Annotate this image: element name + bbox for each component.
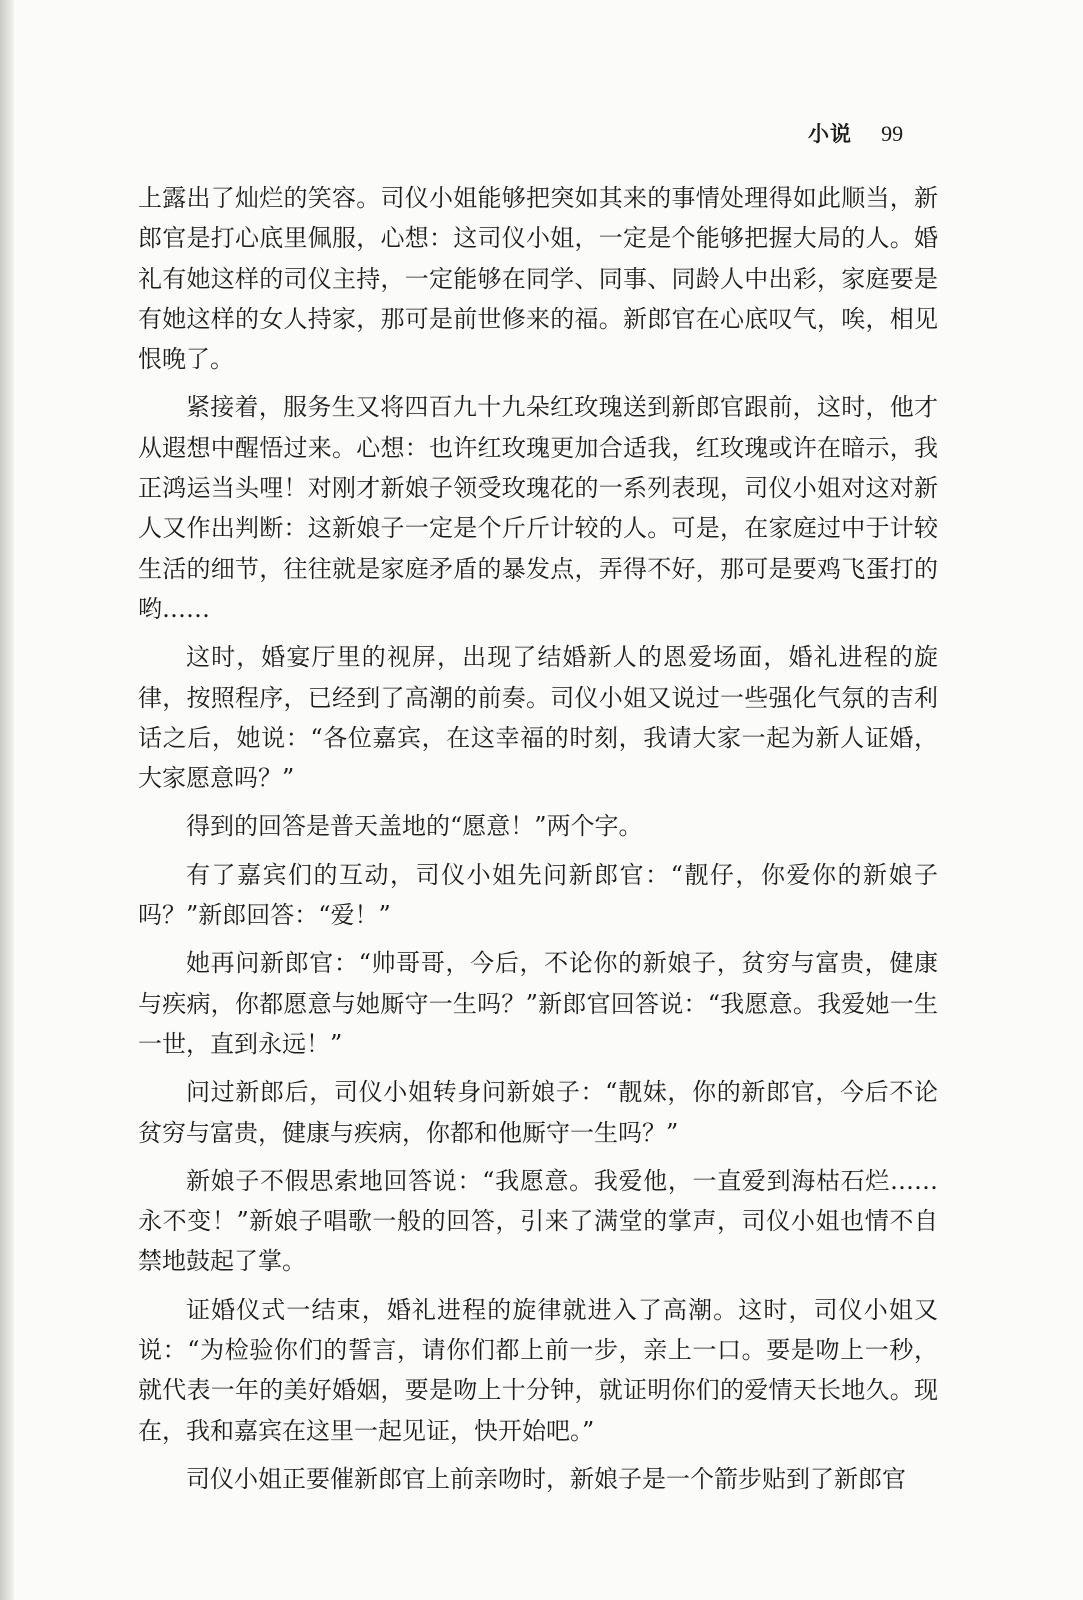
running-header — [808, 118, 1008, 154]
paragraph: 证婚仪式一结束，婚礼进程的旋律就进入了高潮。这时，司仪小姐又说：“为检验你们的誓言，请你们都上前一步，亲上一口。要是吻上一秒，就代表一年的美好婚姻，要是吻上十分钟，就证明你们的爱情天长地久。现在，我和嘉宾在这里一起见证，快开始吧。” — [138, 1295, 938, 1445]
paragraph: 她再问新郎官：“帅哥哥，今后，不论你的新娘子，贫穷与富贵，健康与疾病，你都愿意与她厮守一生吗？”新郎官回答说：“我愿意。我爱她一生一世，直到永远！” — [138, 949, 938, 1058]
paragraph: 问过新郎后，司仪小姐转身问新娘子：“靓妹，你的新郎官，今后不论贫穷与富贵，健康与疾病，你都和他厮守一生吗？” — [138, 1078, 938, 1147]
section-title: 小说 — [808, 122, 852, 146]
paragraph: 有了嘉宾们的互动，司仪小姐先问新郎官：“靓仔，你爱你的新娘子吗？”新郎回答：“爱！” — [138, 860, 938, 930]
paragraph: 上露出了灿烂的笑容。司仪小姐能够把突如其来的事情处理得如此顺当，新郎官是打心底里佩服，心想：这司仪小姐，一定是个能够把握大局的人。婚礼有她这样的司仪主持，一定能够在同学、同事、同龄人中出彩，家庭要是有她这样的女人持家，那可是前世修来的福。新郎官在心底叹气，唉，相见恨晚了。 — [138, 184, 938, 374]
body-text — [138, 178, 938, 1507]
page-number: 99 — [881, 121, 904, 146]
paragraph: 紧接着，服务生又将四百九十九朵红玫瑰送到新郎官跟前，这时，他才从遐想中醒悟过来。心想：也许红玫瑰更加合适我，红玫瑰或许在暗示，我正鸿运当头哩！对刚才新娘子领受玫瑰花的一系列表现，司仪小姐对这对新人又作出判断：这新娘子一定是个斤斤计较的人。可是，在家庭过中于计较生活的细节，往往就是家庭矛盾的暴发点，弄得不好，那可是要鸡飞蛋打的哟…… — [138, 393, 938, 623]
paragraph: 这时，婚宴厅里的视屏，出现了结婚新人的恩爱场面，婚礼进程的旋律，按照程序，已经到了高潮的前奏。司仪小姐又说过一些强化气氛的吉利话之后，她说：“各位嘉宾，在这幸福的时刻，我请大家一起为新人证婚，大家愿意吗？” — [138, 643, 938, 793]
paragraph: 司仪小姐正要催新郎官上前亲吻时，新娘子是一个箭步贴到了新郎官 — [186, 1464, 906, 1493]
binding-edge — [0, 0, 14, 1600]
paragraph: 新娘子不假思索地回答说：“我愿意。我爱他，一直爱到海枯石烂……永不变！”新娘子唱歌一般的回答，引来了满堂的掌声，司仪小姐也情不自禁地鼓起了掌。 — [138, 1166, 938, 1276]
paragraph: 得到的回答是普天盖地的“愿意！”两个字。 — [186, 812, 643, 841]
